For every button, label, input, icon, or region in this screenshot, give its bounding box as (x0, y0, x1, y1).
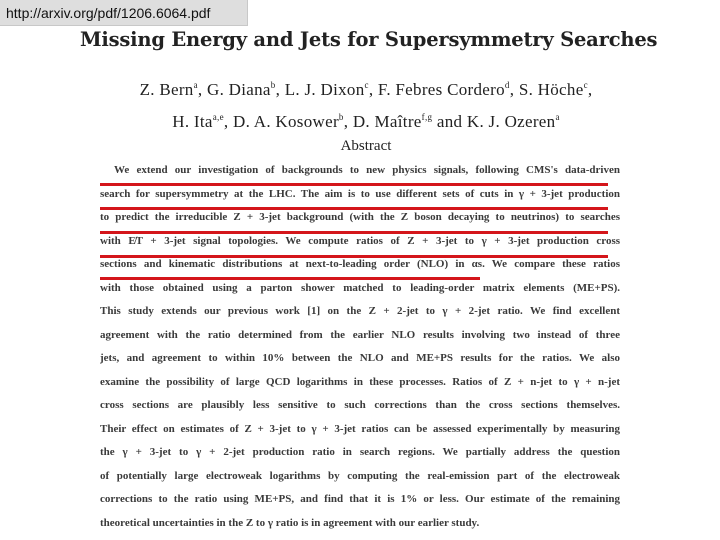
red-underline (100, 231, 608, 234)
author-affiliation: a (555, 112, 560, 122)
abstract-line: search for supersymmetry at the LHC. The aim is to use different sets of cuts in γ + 3-jet production (100, 187, 620, 200)
abstract-line: We extend our investigation of backgrounds to new physics signals, following CMS's data-driven (114, 164, 620, 176)
url-text: http://arxiv.org/pdf/1206.6064.pdf (6, 5, 211, 21)
author-affiliation: b (270, 80, 276, 90)
author-affiliation: d (504, 80, 510, 90)
author-affiliation: a (193, 80, 198, 90)
abstract-line: with those obtained using a parton shower matched to leading-order matrix elements (ME+PS). (100, 281, 620, 294)
abstract-line: cross sections are plausibly less sensitive to such corrections than the cross sections themselves. (100, 399, 620, 411)
abstract-line: with E̸T + 3-jet signal topologies. We compute ratios of Z + 3-jet to γ + 3-jet production cross (100, 234, 620, 247)
author: H. Ita (172, 112, 213, 131)
abstract-line: the γ + 3-jet to γ + 2-jet production ratio in search regions. We partially address the question (100, 446, 620, 458)
author-affiliation: a,e (212, 112, 224, 122)
author: G. Diana (207, 80, 271, 99)
authors-line-1: Z. Bern$^a$, G. Diana$^b$, L. J. Dixon$^c$, F. Febres Cordero$^d$, S. Höche$^c$, (139, 80, 593, 99)
author: F. Febres Cordero (377, 80, 505, 99)
abstract-line: Their effect on estimates of Z + 3-jet to γ + 3-jet ratios can be assessed experimentally by measuring (100, 422, 620, 435)
author-affiliation: f,g (421, 112, 433, 122)
abstract-line: agreement with the ratio determined from the earlier NLO results involving two instead of three (100, 328, 620, 341)
author: Z. Bern (139, 80, 194, 99)
authors-line-2: H. Ita$^{a,e}$, D. A. Kosower$^b$, D. Maître$^{f,g}$ and K. J. Ozeren$^a$ (172, 112, 560, 131)
author: K. J. Ozeren (466, 112, 556, 131)
abstract-line: jets, and agreement to within 10% between the NLO and ME+PS results for the ratios. We also (100, 352, 620, 364)
red-underline (100, 207, 608, 210)
abstract-line: to predict the irreducible Z + 3-jet background (with the Z boson decaying to neutrinos) to searches (100, 211, 620, 223)
abstract-line: examine the possibility of large QCD logarithms in these processes. Ratios of Z + n-jet to γ + n-jet (100, 375, 620, 388)
author: S. Höche (518, 80, 584, 99)
red-underline (100, 277, 480, 280)
paper-title: Missing Energy and Jets for Supersymmetry Searches (80, 28, 658, 51)
abstract-body (100, 159, 620, 535)
author-affiliation: c (364, 80, 369, 90)
authors-conjunction: and (436, 112, 463, 131)
red-underline (100, 255, 608, 258)
author: L. J. Dixon (284, 80, 365, 99)
abstract-line: of potentially large electroweak logarithms by computing the real-emission part of the electroweak (100, 469, 620, 482)
abstract-line: corrections to the ratio using ME+PS, and find that it is 1% or less. Our estimate of the remaining (100, 493, 620, 505)
author-affiliation: b (338, 112, 344, 122)
red-underline (100, 183, 608, 186)
url-bar[interactable] (0, 0, 248, 26)
author-affiliation: c (583, 80, 588, 90)
author: D. Maître (352, 112, 422, 131)
abstract-line: sections and kinematic distributions at next-to-leading order (NLO) in αs. We compare these ratios (100, 258, 620, 270)
abstract-line: This study extends our previous work [1] on the Z + 2-jet to γ + 2-jet ratio. We find excellent (100, 305, 620, 317)
author: D. A. Kosower (233, 112, 339, 131)
abstract-heading: Abstract (340, 138, 392, 154)
abstract-line: theoretical uncertainties in the Z to γ ratio is in agreement with our earlier study. (100, 516, 480, 529)
